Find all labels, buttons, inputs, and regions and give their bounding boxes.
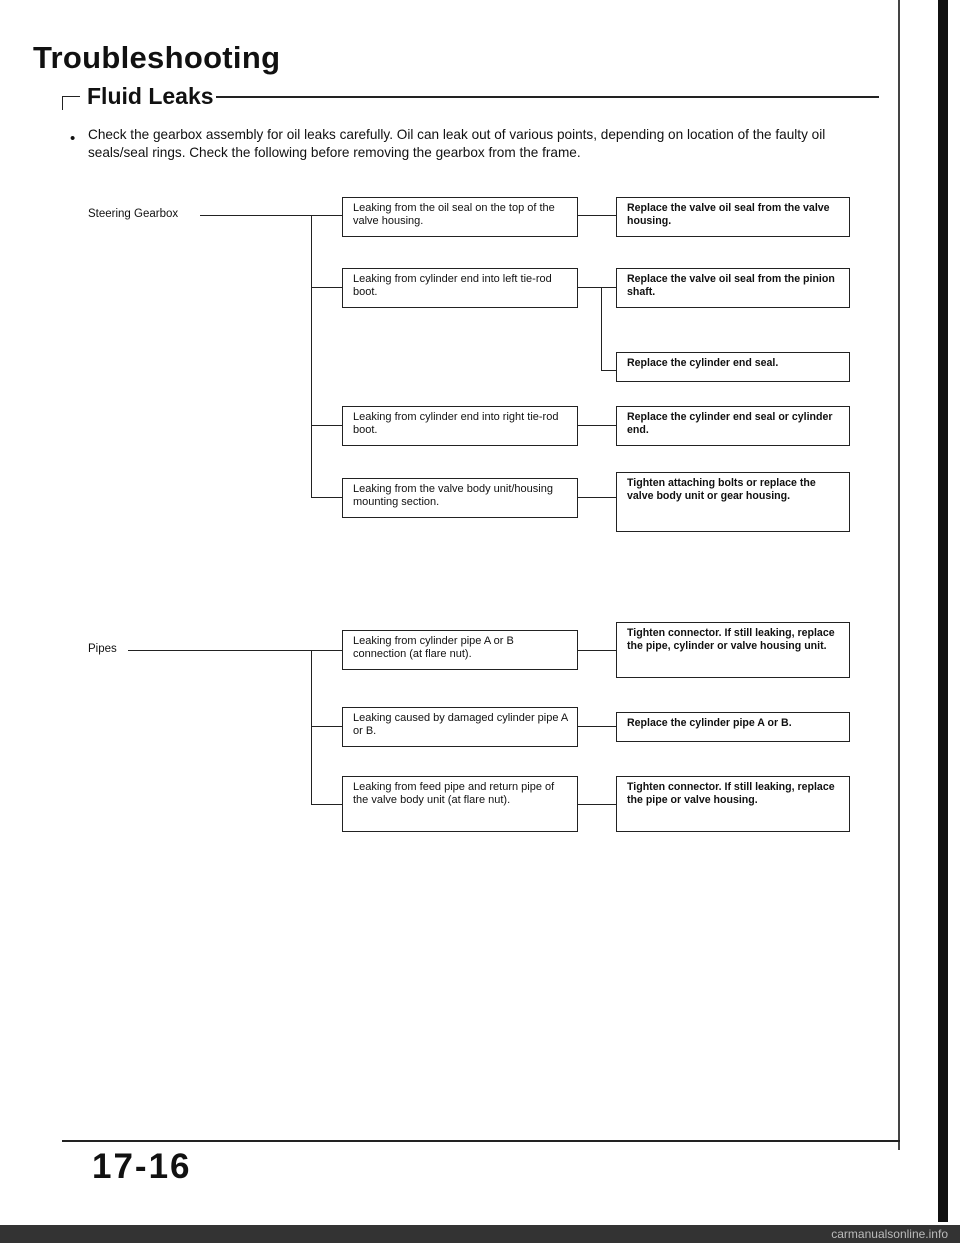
remedy-box: Tighten attaching bolts or replace the valve body unit or gear housing. [616, 472, 850, 532]
section-rule-right [216, 96, 879, 98]
pipes-lead-line [128, 650, 342, 651]
remedy-box: Tighten connector. If still leaking, replace the pipe or valve housing. [616, 776, 850, 832]
page-frame-right-thick [938, 0, 948, 1222]
cause-box: Leaking from cylinder end into right tie-rod boot. [342, 406, 578, 446]
connector-line [601, 370, 616, 371]
page-frame-right-thin [898, 0, 900, 1150]
connector-line [578, 804, 616, 805]
cause-box: Leaking from the oil seal on the top of the valve housing. [342, 197, 578, 237]
pipes-trunk [311, 650, 312, 804]
connector-line [578, 497, 616, 498]
branch-line [311, 804, 342, 805]
steering-gearbox-trunk [311, 215, 312, 497]
connector-split [601, 287, 602, 370]
branch-line [311, 287, 342, 288]
remedy-box: Replace the valve oil seal from the pinion shaft. [616, 268, 850, 308]
bottom-rule [62, 1140, 900, 1142]
remedy-box: Replace the cylinder end seal or cylinder end. [616, 406, 850, 446]
footer-watermark[interactable]: carmanualsonline.info [831, 1227, 948, 1241]
page-title: Troubleshooting [33, 40, 281, 75]
connector-line [578, 726, 616, 727]
section-rule-left [62, 96, 80, 97]
cause-box: Leaking caused by damaged cylinder pipe A or B. [342, 707, 578, 747]
cause-box: Leaking from the valve body unit/housing mounting section. [342, 478, 578, 518]
intro-text: Check the gearbox assembly for oil leaks carefully. Oil can leak out of various points, depending on location of the faulty oil seals/seal rings. Check the following before removing the gearbox from the frame. [88, 127, 826, 160]
connector-line [578, 287, 616, 288]
remedy-box: Replace the cylinder pipe A or B. [616, 712, 850, 742]
branch-line [311, 425, 342, 426]
intro-bullet: • [70, 130, 76, 147]
connector-line [578, 425, 616, 426]
steering-gearbox-label: Steering Gearbox [88, 208, 179, 220]
connector-line [578, 650, 616, 651]
connector-line [578, 215, 616, 216]
cause-box: Leaking from feed pipe and return pipe of the valve body unit (at flare nut). [342, 776, 578, 832]
steering-gearbox-lead-line [200, 215, 342, 216]
remedy-box: Tighten connector. If still leaking, replace the pipe, cylinder or valve housing unit. [616, 622, 850, 678]
cause-box: Leaking from cylinder pipe A or B connection (at flare nut). [342, 630, 578, 670]
section-rule-left-tick [62, 96, 63, 110]
cause-box: Leaking from cylinder end into left tie-rod boot. [342, 268, 578, 308]
page-number: 17-16 [92, 1147, 192, 1186]
section-title: Fluid Leaks [87, 83, 214, 109]
branch-line [311, 726, 342, 727]
branch-line [311, 497, 342, 498]
remedy-box: Replace the cylinder end seal. [616, 352, 850, 382]
footer-bar [0, 1225, 960, 1243]
pipes-label: Pipes [88, 643, 117, 655]
remedy-box: Replace the valve oil seal from the valve housing. [616, 197, 850, 237]
